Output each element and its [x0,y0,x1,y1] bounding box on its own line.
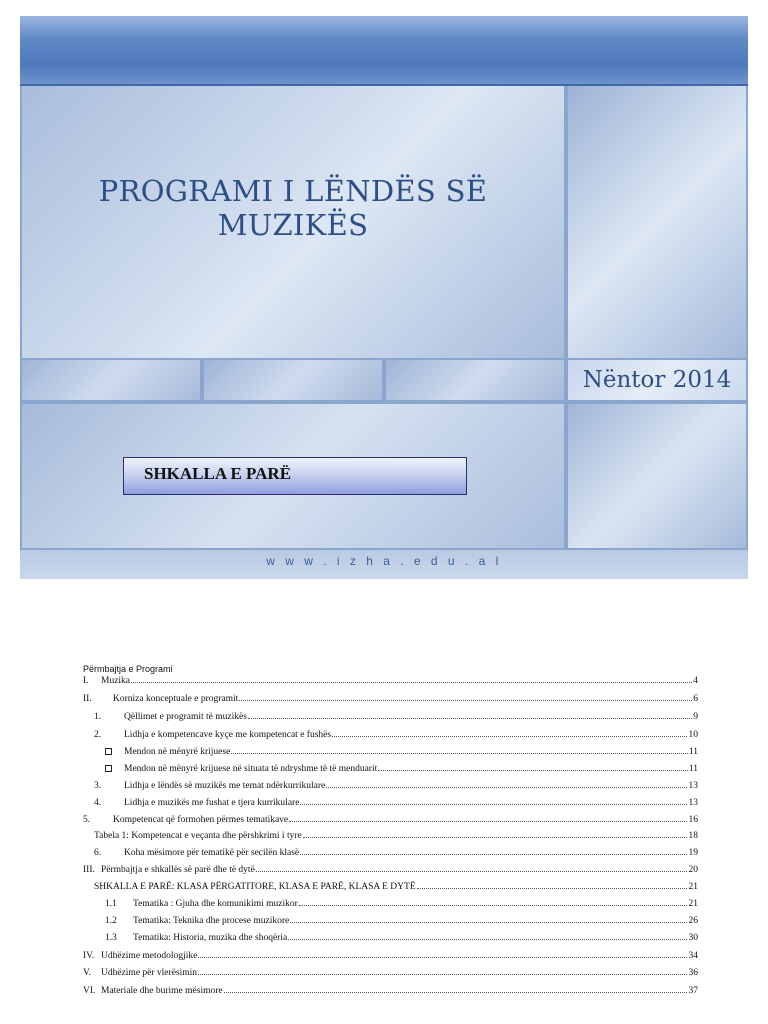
toc-entry-page: 30 [688,933,698,943]
toc-entry-label: Mendon në mënyrë krijuese [124,747,231,757]
toc-entry-label: Materiale dhe burime mësimore [101,986,223,996]
toc-dot-leader [300,854,687,855]
toc-entry-number: V. [83,968,92,978]
toc-dot-leader [256,871,687,872]
toc-dot-leader [299,905,687,906]
toc-entry[interactable] [0,814,768,827]
toc-entry[interactable] [0,967,768,980]
toc-entry-page: 21 [688,882,698,892]
toc-dot-leader [303,837,687,838]
toc-entry-label: Përmbajtja e shkallës së parë dhe të dytë [101,865,255,875]
toc-dot-leader [224,992,687,993]
toc-entry-label: Lidhja e lëndës së muzikës me temat ndërkurrikulare [124,781,326,791]
toc-entry-page: 9 [693,712,698,722]
toc-entry[interactable] [0,847,768,860]
toc-entry-label: Korniza konceptuale e programit [113,694,239,704]
title-line-2: MUZIKËS [217,208,369,242]
toc-dot-leader [288,939,687,940]
toc-entry-number: 6. [94,848,102,858]
toc-entry-label: Lidhja e muzikës me fushat e tjera kurrikulare [124,798,300,808]
toc-entry-page: 26 [688,916,698,926]
document-date: Nëntor 2014 [582,367,732,393]
toc-entry-number: 2. [94,730,102,740]
toc-entry[interactable] [0,898,768,911]
toc-entry[interactable] [0,830,768,843]
toc-entry-label: Lidhja e kompetencave kyçe me kompetencat e fushës [124,730,332,740]
toc-entry-page: 13 [688,781,698,791]
toc-entry-number: 1. [94,712,102,722]
toc-entry-page: 21 [688,899,698,909]
toc-entry-number: 3. [94,781,102,791]
toc-entry-number: 1.2 [105,916,117,926]
toc-entry[interactable] [0,763,768,776]
toc-entry-label: Koha mësimore për tematikë për secilën klasë [124,848,300,858]
toc-entry-label: Qëllimet e programit të muzikës [124,712,247,722]
toc-entry-number: 5. [83,815,91,825]
toc-entry-page: 6 [693,694,698,704]
toc-entry-number: 1.3 [105,933,117,943]
toc-dot-leader [198,957,687,958]
toc-entry-page: 37 [688,986,698,996]
toc-dot-leader [239,700,692,701]
toc-entry-page: 4 [693,676,698,686]
toc-entry-number: III. [83,865,95,875]
toc-entry-page: 20 [688,865,698,875]
toc-dot-leader [326,787,687,788]
toc-entry-label: Tematika: Teknika dhe procese muzikore [133,916,290,926]
toc-entry-page: 36 [688,968,698,978]
toc-dot-leader [289,821,687,822]
toc-entry-number: II. [83,694,92,704]
toc-entry[interactable] [0,985,768,998]
toc-entry-number: 4. [94,798,102,808]
square-bullet-icon [105,746,112,759]
toc-entry-page: 34 [688,951,698,961]
toc-entry-label: Muzika [101,676,131,686]
toc-entry-page: 11 [688,747,698,757]
toc-entry-number: I. [83,676,89,686]
toc-entry[interactable] [0,693,768,706]
toc-dot-leader [248,718,692,719]
toc-entry-number: 1.1 [105,899,117,909]
toc-dot-leader [300,804,687,805]
toc-dot-leader [198,974,687,975]
toc-entry[interactable] [0,729,768,742]
toc-entry[interactable] [0,864,768,877]
toc-entry-page: 16 [688,815,698,825]
title-line-1: PROGRAMI I LËNDËS SË [98,174,488,208]
toc-entry-label: Tabela 1: Kompetencat e veçanta dhe përshkrimi i tyre [94,831,302,841]
website-url: w w w . i z h a . e d u . a l [266,554,502,568]
toc-entry-number: VI. [83,986,96,996]
toc-entry-page: 11 [688,764,698,774]
toc-entry-label: Kompetencat që formohen përmes tematikave [113,815,289,825]
toc-entry-label: Mendon në mënyrë krijuese në situata të ndryshme të të menduarit [124,764,378,774]
toc-entry[interactable] [0,746,768,759]
toc-entry-page: 10 [688,730,698,740]
toc-heading: Përmbajtja e Programi [83,664,173,674]
toc-entry[interactable] [0,881,768,894]
toc-entry-page: 19 [688,848,698,858]
toc-entry[interactable] [0,932,768,945]
toc-entry-number: IV. [83,951,95,961]
toc-entry[interactable] [0,797,768,810]
toc-entry[interactable] [0,915,768,928]
toc-dot-leader [417,888,687,889]
square-bullet-icon [105,763,112,776]
toc-entry-label: Udhëzime metodologjike [101,951,198,961]
level-label: SHKALLA E PARË [144,464,292,483]
toc-entry-label: Tematika: Historia, muzika dhe shoqëria [133,933,288,943]
toc-entry[interactable] [0,780,768,793]
toc-dot-leader [290,922,687,923]
toc-dot-leader [378,770,688,771]
toc-dot-leader [332,736,687,737]
toc-entry[interactable] [0,675,768,688]
toc-dot-leader [231,753,688,754]
toc-entry-label: SHKALLA E PARË: KLASA PËRGATITORE, KLASA E PARË, KLASA E DYTË [94,882,416,892]
toc-entry[interactable] [0,711,768,724]
toc-entry[interactable] [0,950,768,963]
toc-entry-page: 13 [688,798,698,808]
toc-entry-page: 18 [688,831,698,841]
toc-entry-label: Udhëzime për vlerësimin [101,968,198,978]
toc-dot-leader [131,682,692,683]
toc-entry-label: Tematika : Gjuha dhe komunikimi muzikor [133,899,298,909]
